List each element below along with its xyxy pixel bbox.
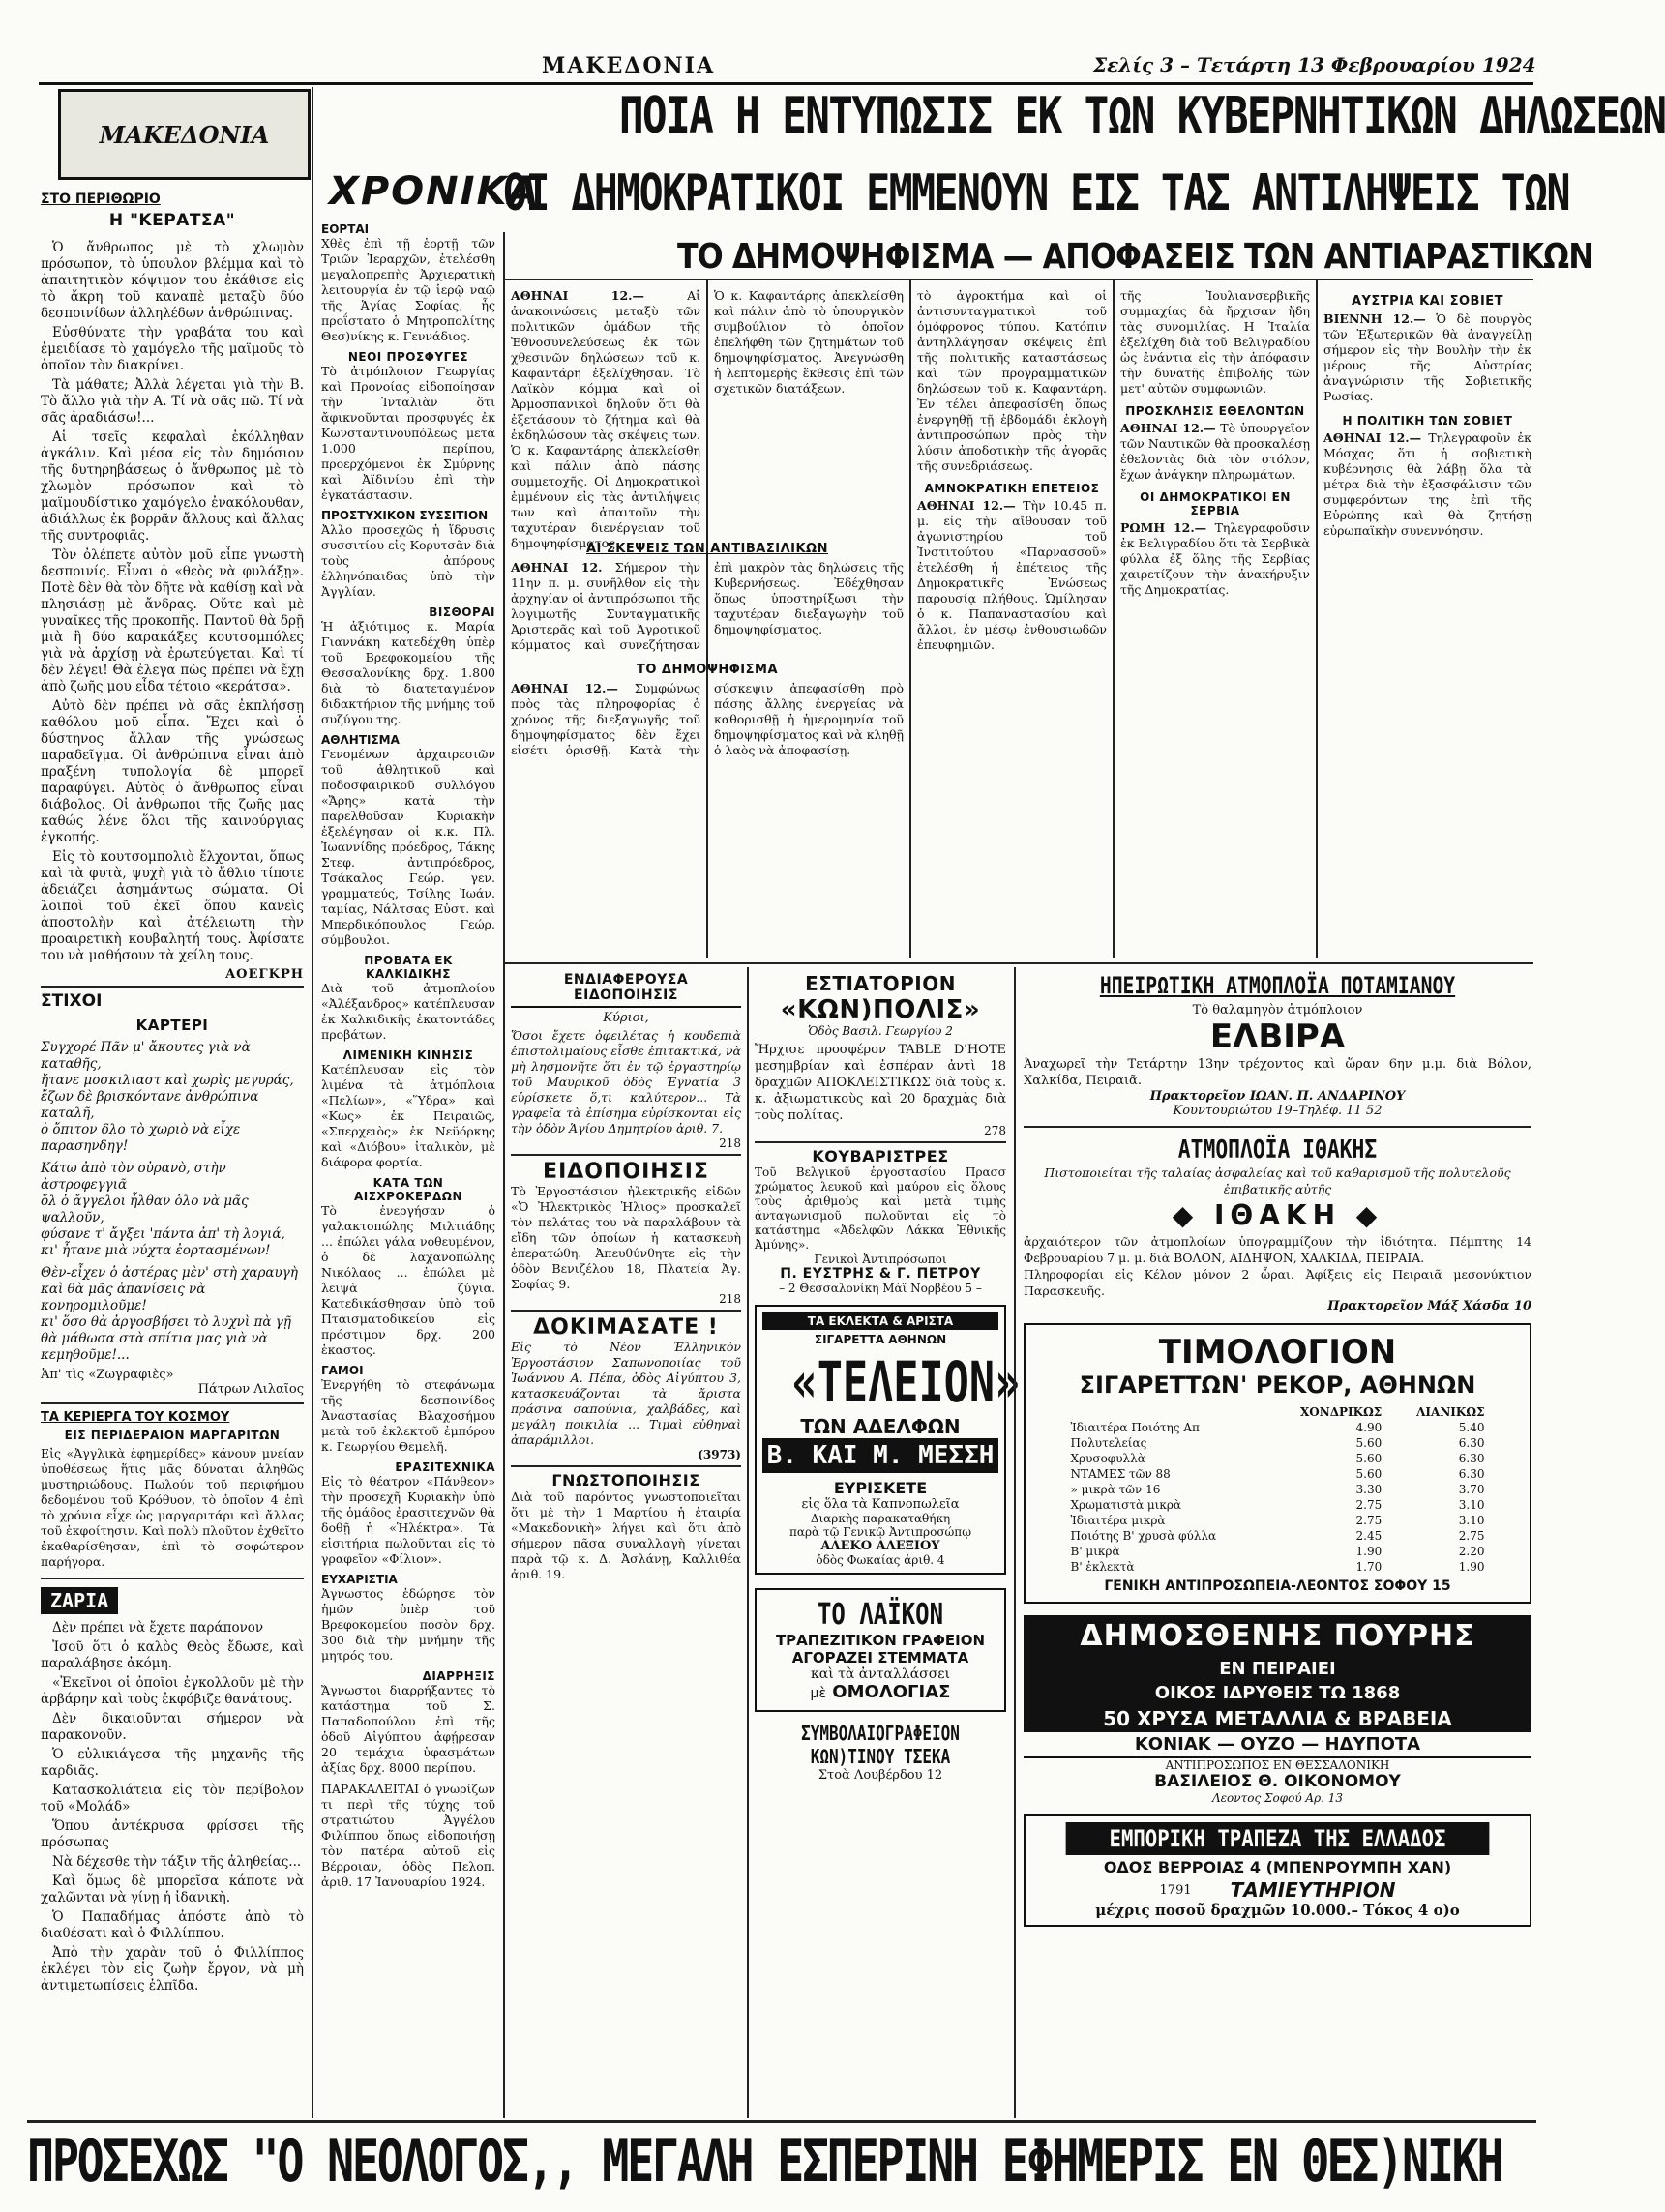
section-text: Ἄγνωστοι διαρρήξαντες τὸ κατάστημα τοῦ Σ. Παπαδοπούλου ἐπὶ τῆς ὁδοῦ Αἰγύπτου ἀφῄρεσαν 20 τεμάχια ὑφασμάτων ἀξίας δρχ. 8000 περίπου.	[321, 1683, 495, 1775]
ad-text: ἀρχαιότερον τῶν ἀτμοπλοίων ὑπογραμμίζουν τὴν ἰδιότητα. Πέμπτης 14 Φεβρουαρίου 7 μ. μ. διὰ ΒΟΛΟΝ, ΑΙΔΗΨΟΝ, ΧΑΛΚΙΔΑ, ΠΕΙΡΑΙΑ.	[1024, 1234, 1531, 1265]
column-rule	[909, 280, 911, 958]
cell: ΝΤΑΜΕΣ τῶν 88	[1070, 1467, 1171, 1481]
section-heading: ΝΕΟΙ ΠΡΟΣΦΥΓΕΣ	[347, 350, 469, 364]
table-row	[1065, 1420, 1491, 1435]
cell: 3.10	[1458, 1498, 1485, 1512]
cell: 1.70	[1355, 1560, 1383, 1574]
poem-source: Ἀπ' τὶς «Ζωγραφιὲς»	[41, 1368, 174, 1382]
ad-subtitle: Πιστοποιείται τῆς ταλαίας ἀσφαλείας καὶ τοῦ καθαρισμοῦ τῆς πολυτελοῦς ἐπιβατικῆς αὐτῆς	[1044, 1165, 1511, 1196]
ad-text: μέχρις ποσοῦ δραχμῶν 10.000.– Τόκος 4 ο)ο	[1095, 1902, 1460, 1919]
headline-line-2: ΟΙ ΔΗΜΟΚΡΑΤΙΚΟΙ ΕΜΜΕΝΟΥΝ ΕΙΣ ΤΑΣ ΑΝΤΙΛΗΨΕΙΣ ΤΩΝ	[503, 164, 1569, 222]
ad-agent: Πρακτορεῖον Μάξ Χάσδα 10	[1327, 1299, 1531, 1313]
table-row	[1065, 1559, 1491, 1575]
section-heading: ΚΑΤΑ ΤΩΝ ΑΙΣΧΡΟΚΕΡΔΩΝ	[353, 1176, 463, 1203]
news-text: Αἱ ἀνακοινώσεις μεταξὺ τῶν πολιτικῶν ὁμάδων τῆς Ἐθνοσυνελεύσεως ἐκ τῶν χθεσινῶν δηλώσεων τοῦ κ. Καφαντάρη ἐξελίχθησαν. Τὸ Λαϊκὸν κόμμα καὶ οἱ Ἀρμοσπανικοὶ δηλοῦν ὅτι θὰ ἐξετάσουν τὸ ζήτημα καὶ θὰ ἐκδηλώσουν τὰς σκέψεις των. Ὁ κ. Καφαντάρης ἀπεκλείσθη καὶ πάλιν ἀπὸ πάσης συμμετοχῆς. Οἱ Δημοκρατικοὶ ἐμμένουν εἰς τὰς ἀντιλήψεις των καὶ ἀπαιτοῦν τὴν ταχυτέραν διενέργειαν τοῦ δημοψηφίσματος.	[511, 288, 700, 550]
news-text: Τηλεγραφοῦν ἐκ Μόσχας ὅτι ἡ σοβιετικὴ κυβέρνησις θὰ λάβῃ ὅλα τὰ μέτρα διὰ τὴν ἐξασφάλισιν τῶν συμφερόντων της ἐπὶ τῆς Εὐρώπης καὶ θὰ ζητήσῃ εὐρωπαϊκὴν συνεννόησιν.	[1323, 430, 1531, 538]
ad-name: «ΚΩΝ)ΠΟΛΙΣ»	[780, 995, 981, 1024]
section-heading: ΓΑΜΟΙ	[321, 1364, 364, 1377]
ad-text: ΚΟΝΙΑΚ — ΟΥΖΟ — ΗΔΥΠΟΤΑ	[1024, 1732, 1531, 1758]
cell: Ποιότης Β' χρυσὰ φύλλα	[1070, 1529, 1217, 1543]
ad-text: Διὰ τοῦ παρόντος γνωστοποιεῖται ὅτι μὲ τὴν 1 Μαρτίου ἡ ἐταιρία «Μακεδονικὴ» λήγει καὶ ὅτι ἀπὸ σήμερον πᾶσα συναλλαγὴ γίνεται παρὰ τῷ κ. Δ. Ἀσλάνῃ, Καλλιθέα ἀριθ. 19.	[511, 1489, 741, 1581]
cell: Β' ἐκλεκτὰ	[1070, 1560, 1135, 1574]
poem-line: καὶ θὰ μᾶς ἀπανίσεις νὰ κονηρομιλοῦμε!	[41, 1282, 206, 1313]
news-col-b	[714, 288, 904, 397]
price-table	[1065, 1404, 1491, 1575]
cell: 5.60	[1355, 1452, 1383, 1465]
poem-author: Πάτρων Λιλαῖος	[197, 1382, 304, 1397]
ad-title: ΕΜΠΟΡΙΚΗ ΤΡΑΠΕΖΑ ΤΗΣ ΕΛΛΑΔΟΣ	[1066, 1822, 1490, 1855]
bank-ad	[1024, 1814, 1531, 1927]
news-block-antivasilikon	[511, 542, 904, 758]
column-header: ΧΟΝΔΡΙΚΩΣ	[1299, 1405, 1383, 1419]
ad-address: ὁδὸς Φωκαίας ἀριθ. 4	[816, 1553, 945, 1567]
ad-number: 218	[719, 1292, 741, 1306]
section-text: Ἐνεργήθη τὸ στεφάνωμα τῆς δεσποινίδος Ἀναστασίας Βλαχοσήμου μετὰ τοῦ ἐκλεκτοῦ ἐμπόρου κ. Γεωργίου Θεμελῆ.	[321, 1377, 495, 1454]
header-rule	[39, 82, 1533, 85]
cell: 2.75	[1458, 1529, 1485, 1543]
ad-number: 1791	[1159, 1882, 1192, 1898]
section-heading: ΛΙΜΕΝΙΚΗ ΚΙΝΗΣΙΣ	[342, 1048, 474, 1062]
cell: 5.60	[1355, 1436, 1383, 1450]
news-text: τὸ ἀγροκτήμα καὶ οἱ ἀντισυνταγματικοὶ τοῦ ὁμόφρονος τύπου. Κατόπιν ἀντηλλάγησαν σκέψεις ἐπὶ τῆς πολιτικῆς καταστάσεως καὶ τῶν προγραμματικῶν δηλώσεων τοῦ κ. Καφαντάρη. Ἐν τέλει ἀπεφασίσθη ὅπως ἐνεργηθῇ τῇ ἑβδομάδι ἐκλογὴ ἀντιπροσώπων πρὸς τὴν λύσιν ἀποδοτικὴν τῆς ἀγορᾶς τῆς συνεδριάσεως.	[917, 288, 1107, 473]
poem-line: φύσανε τ' ἄγξει 'πάντα ἀπ' τὴ λογιά,	[41, 1226, 285, 1242]
zari-item: Δὲν δικαιοῦνται σήμερον νὰ παρακονοῦν.	[41, 1711, 304, 1743]
ad-title: ΗΠΕΙΡΩΤΙΚΗ ΑΤΜΟΠΛΟΪΑ ΠΟΤΑΜΙΑΝΟΥ	[1099, 972, 1456, 999]
poem-line: ἔζων δὲ βρισκόντανε ἀνθρώπινα καταλῆ,	[41, 1089, 259, 1121]
news-text: Τηλεγραφοῦσιν ἐκ Βελιγραδίου ὅτι τὰ Σερβικὰ φύλλα ἐξ ὅλης τῆς Σερβίας χαιρετίζουν τὴν ἀνακήρυξιν τῆς Δημοκρατίας.	[1120, 520, 1310, 597]
column-1	[41, 192, 304, 1997]
ad-brothers: Β. ΚΑΙ Μ. ΜΕΣΣΗ	[762, 1438, 998, 1473]
divider	[27, 2120, 1536, 2123]
ad-agent: ΑΛΕΚΟ ΑΛΕΞΙΟΥ	[820, 1539, 940, 1553]
ad-text: μὲ	[810, 1686, 827, 1701]
ad-text: Ἀναχωρεῖ τὴν Τετάρτην 13ην τρέχοντος καὶ ὥραν 6ην μ.μ. διὰ Βόλον, Χαλκίδα, Πειραιᾶ.	[1024, 1057, 1531, 1088]
zari-item: Κατασκολιάτεια εἰς τὸν περίβολον τοῦ «Μολάδ»	[41, 1783, 304, 1814]
news-col-c	[917, 288, 1107, 653]
ad-text: ΤΩΝ ΑΔΕΛΦΩΝ	[800, 1415, 961, 1438]
news-heading: ΑΙ ΣΚΕΨΕΙΣ ΤΩΝ ΑΝΤΙΒΑΣΙΛΙΚΩΝ	[586, 542, 828, 556]
poems-heading: ΣΤΙΧΟΙ	[41, 991, 103, 1011]
ad-banner: ΤΑ ΕΚΛΕΚΤΑ & ΑΡΙΣΤΑ	[762, 1312, 998, 1330]
ad-brand: «ΤΕΛΕΙΟΝ»	[791, 1349, 1021, 1415]
headline-line-3: ΤΟ ΔΗΜΟΨΗΦΙΣΜΑ — ΑΠΟΦΑΣΕΙΣ ΤΩΝ ΑΝΤΙΑΡΑΣΤΙΚΩΝ	[677, 237, 1593, 277]
world-heading: ΤΑ ΚΕΡΙΕΡΓΑ ΤΟΥ ΚΟΣΜΟΥ	[41, 1410, 230, 1425]
column-rule	[1113, 280, 1115, 958]
paragraph: Εἰς τὸ κουτσομπολιὸ ἔλχονται, ὅπως καὶ τὰ φυτὰ, ψυχὴ γιὰ τὸ ἄθλιο τίποτε ἀδειάζει ἀσημάντως σώματα. Οἱ λοιποὶ τοῦ ἐκεῖ ὅπου κανεὶς ἀποστολὴν καὶ ἀτέλειωτη τὴν προαιρετικὴ κουβαλητή τους. Ἀφίσατε του νὰ μαθήσουν τὰ χείλη τους.	[41, 849, 304, 963]
cell: 2.20	[1458, 1545, 1485, 1558]
date-line: Σελίς 3 – Τετάρτη 13 Φεβρουαρίου 1924	[1093, 53, 1536, 76]
article-title: Η "ΚΕΡΑΤΣΑ"	[108, 211, 236, 230]
article-body	[41, 240, 304, 964]
news-heading: ΑΜΝΟΚΡΑΤΙΚΗ ΕΠΕΤΕΙΟΣ	[924, 482, 1100, 495]
section-heading: ΣΤΟ ΠΕΡΙΘΩΡΙΟ	[41, 192, 161, 207]
poem-line: κι' ἦτανε μιὰ νύχτα ἐορτασμένων!	[41, 1243, 271, 1258]
ship-name: ΕΛΒΙΡΑ	[1209, 1018, 1346, 1056]
cell: Πολυτελείας	[1070, 1436, 1147, 1450]
cell: 2.75	[1355, 1498, 1383, 1512]
ad-text: εἰς ὅλα τὰ Καπνοπωλεῖα	[801, 1497, 960, 1512]
section-text: Χθὲς ἐπὶ τῇ ἑορτῇ τῶν Τριῶν Ἱεραρχῶν, ἐτελέσθη μεγαλοπρεπὴς Ἀρχιερατικὴ λειτουργία ἐν τῷ ἱερῷ ναῷ τῆς Ἁγίας Σοφίας, ἧς προΐστατο ὁ Μητροπολίτης Θεσ)νίκης κ. Γεννάδιος.	[321, 236, 495, 343]
ad-text: 50 ΧΡΥΣΑ ΜΕΤΑΛΛΙΑ & ΒΡΑΒΕΙΑ	[1024, 1705, 1531, 1732]
cell: Ἰδιαιτέρα μικρὰ	[1070, 1514, 1166, 1527]
zari-item: Νὰ δέχεσθε τὴν τάξιν τῆς ἀληθείας...	[52, 1854, 302, 1870]
section-heading: ΔΙΑΡΡΗΞΙΣ	[422, 1669, 495, 1683]
ad-title: ΑΤΜΟΠΛΟΪΑ ΙΘΑΚΗΣ	[1177, 1135, 1378, 1165]
divider	[511, 1310, 741, 1312]
zari-item: «Ἐκεῖνοι οἱ ὁποῖοι ἐγκολλοῦν μὲ τὴν ἀρβάρην καὶ τοὺς ἐκφόβιζε θανάτους.	[41, 1675, 304, 1707]
dateline: ΒΙΕΝΝΗ 12.—	[1323, 311, 1426, 326]
table-row	[1065, 1466, 1491, 1482]
column-rule	[1014, 967, 1016, 2118]
news-heading: Η ΠΟΛΙΤΙΚΗ ΤΩΝ ΣΟΒΙΕΤ	[1342, 414, 1513, 428]
cell: 2.75	[1355, 1514, 1383, 1527]
ship-name: ΙΘΑΚΗ	[1213, 1199, 1342, 1231]
poem-line: Συγχορέ Πᾶν μ' ἄκουτες γιὰ νὰ καταθῆς,	[41, 1040, 251, 1072]
ad-title: ΕΣΤΙΑΤΟΡΙΟΝ	[805, 972, 956, 995]
ad-text: ΑΝΤΙΠΡΟΣΩΠΟΣ ΕΝ ΘΕΣΣΑΛΟΝΙΚΗ	[1165, 1758, 1390, 1772]
ad-text: ΟΜΟΛΟΓΙΑΣ	[832, 1682, 951, 1702]
news-text: Κατὰ τὴν σύσκεψιν ἀπεφασίσθη πρὸ πάσης ἄλλης ἐνεργείας νὰ καθορισθῇ ἡ ἡμερομηνία τοῦ δημοψηφίσματος καὶ νὰ κληθῇ ὁ λαὸς νὰ ἀποφασίσῃ.	[629, 681, 904, 757]
zari-item: Ἰσοῦ ὅτι ὁ καλὸς Θεὸς ἔδωσε, καὶ παραλάβησε ἀκόμη.	[41, 1639, 304, 1671]
zari-item: Ὁ Παπαδήμας ἀπόστε ἀπὸ τὸ διαθέσατι καὶ ὁ Φιλλίππου.	[41, 1909, 304, 1941]
section-text: Τὸ ἀτμόπλοιον Γεωργίας καὶ Προνοίας εἰδοποίησαν τὴν Ἰνταλιὰν ὅτι ἄφικνοῦνται προσφυγές ἐκ Κωνσταντινουπόλεως μετὰ 1.000 περίπου, προερχόμενοι ἐκ Σμύρνης καὶ Ἀϊδινίου ἐπὶ τὴν ἐγκατάστασιν.	[321, 364, 495, 502]
section-heading: ΠΡΟΒΑΤΑ ΕΚ ΚΑΛΚΙΔΙΚΗΣ	[364, 954, 453, 981]
ad-text: ΕΝ ΠΕΙΡΑΙΕΙ	[1024, 1657, 1531, 1681]
zari-item: Καὶ ὅμως δὲ μπορεῖσα κάποτε νὰ χαλῶνται νὰ γίνῃ ἡ ἰδανικὴ.	[41, 1873, 304, 1905]
table-row	[1065, 1497, 1491, 1513]
world-text: Εἰς «Ἀγγλικὰ ἐφημερίδες» κάνουν μνείαν ὑποθέσεως ἥτις μᾶς δύναται ἀληθῶς μυστηριώδους. Πωλούν τοῦ περιφήμου δεδομένου τοῦ Κρόθυον, τὸ ὁποῖον 4 ἐπὶ τὸ χρόνια εἶχε ὡς μαργαριτάρι καὶ ἄλλας τοῦ ἐκφοίτησιν. Καὶ πολὺ πλοῦτον ἐχθεῖτο ἐκαθαρίσθησαν, ἐπὶ τὸ σοφώτερον παρήγορα.	[41, 1446, 304, 1569]
ad-title: ΓΝΩΣΤΟΠΟΙΗΣΙΣ	[551, 1471, 700, 1489]
ad-text: ΟΙΚΟΣ ΙΔΡΥΘΕΙΣ ΤΩ 1868	[1024, 1681, 1531, 1705]
dateline: ΑΘΗΝΑΙ 12.—	[1323, 430, 1422, 445]
dateline: ΡΩΜΗ 12.—	[1120, 520, 1207, 535]
cell: 1.90	[1458, 1560, 1485, 1574]
section-heading: ΒΙΣΘΟΡΑΙ	[429, 605, 495, 619]
ads-column-a	[511, 972, 741, 1582]
cell: Χρυσοφυλλὰ	[1070, 1452, 1145, 1465]
ad-title: ΕΙΔΟΠΟΙΗΣΙΣ	[543, 1160, 709, 1184]
ad-agent: Πρακτορεῖον ΙΩΑΝ. Π. ΑΝΔΑΡΙΝΟΥ	[1149, 1089, 1406, 1104]
section-heading: ΕΡΑΣΙΤΕΧΝΙΚΑ	[395, 1460, 495, 1474]
ad-number: 218	[719, 1136, 741, 1150]
cell: 6.30	[1458, 1467, 1485, 1481]
paragraph: Αὐτὸ δὲν πρέπει νὰ σᾶς ἐκπλήσσῃ καθόλου μοῦ εἶπα. Ἔχει καὶ ὁ δύστηνος ἄλλαν τῆς γνώσεως παραδεῖγμα. Οἱ ἀνθρώπινα εἶναι ἀπὸ πραξένη τυπολογία δὲ μπορεῖ παραφύγει. Αὐτὸς ὁ ἄνθρωπος εἶναι διάβολος. Οἱ ἀνθρωποι τῆς ζωῆς μας καθώς λένε ὅλοι τῆς καινούργιας ἐγκοπής.	[41, 698, 304, 845]
column-rule	[1316, 280, 1318, 958]
ad-title: ΚΩΝ)ΤΙΝΟΥ ΤΣΕΚΑ	[810, 1745, 951, 1768]
table-row	[1065, 1435, 1491, 1451]
section-text: Γενομένων ἀρχαιρεσιῶν τοῦ ἀθλητικοῦ καὶ ποδοσφαιρικοῦ συλλόγου «Ἄρης» κατὰ τὴν παρελθοῦσαν Κυριακὴν ἐξελέγησαν οἱ κ.κ. Πλ. Ἰωαννίδης πρόεδρος, Τάκης Στεφ. ἀντιπρόεδρος, Τσάκαλος Γεώρ. γεν. γραμματεύς, Τσίλης Ἰωάν. ταμίας, Νάλτσας Εὐστ. καὶ Μπερδικόπουλος Γεώρ. σύμβουλοι.	[321, 747, 495, 947]
footer-banner: ΠΡΟΣΕΧΩΣ "Ο ΝΕΟΛΟΓΟΣ,, ΜΕΓΑΛΗ ΕΣΠΕΡΙΝΗ ΕΦΗΜΕΡΙΣ ΕΝ ΘΕΣ)ΝΙΚΗ	[27, 2128, 1502, 2196]
divider	[41, 1402, 304, 1404]
ad-footer: ΓΕΝΙΚΗ ΑΝΤΙΠΡΟΣΩΠΕΙΑ-ΛΕΟΝΤΟΣ ΣΟΦΟΥ 15	[1104, 1578, 1451, 1594]
paragraph: Τὸν ὀλέπετε αὐτὸν μοῦ εἶπε γνωστὴ δεσποινίς. Εἶναι ὁ «θεὸς νὰ φυλάξῃ». Ποτὲ δὲν θὰ τὸν δῆτε νὰ καθίσῃ καὶ νὰ πλησιάσῃ μὲ ἄνδρας. Οὔτε καὶ μὲ γυναῖκες τῆς προκοπῆς. Παντοῦ θὰ δρῇ μιὰ ἢ δύο καρακάξες κουτσομπόλες γιὰ νὰ ἀρχίσῃ νὰ ἐρωτεύγεται. Καὶ τί δὲν λέγει! Θὰ ἐλεγα πὼς πρέπει νὰ ἔχῃ ἀπὸ ζωῆς μου εἶδα τέτοιο «κεράτσα».	[41, 547, 304, 694]
poem-title: ΚΑΡΤΕΡΙ	[135, 1017, 209, 1034]
poem-line: Κάτω ἀπὸ τὸν οὐρανὸ, στὴν ἀστροφεγγιᾶ	[41, 1161, 226, 1193]
paragraph: Ὁ ἄνθρωπος μὲ τὸ χλωμὸν πρόσωπον, τὸ ὑπουλον βλέμμα καὶ τὸ ἀπαιτητικὸν κόψιμον του ἐκάθισε εἰς τὸ ἄκρη τοῦ καναπὲ μεταξὺ δύο δεσποινίδων ἀλληλέδων ἀνθρώπινας.	[41, 240, 304, 321]
zari-heading: ΖΑΡΙΑ	[41, 1587, 118, 1614]
ad-address: Στοὰ Λουβέρδου 12	[818, 1768, 943, 1783]
dateline: ΑΘΗΝΑΙ 12.	[511, 560, 603, 575]
news-col-e	[1323, 288, 1531, 539]
ad-text: Διαρκὴς παρακαταθήκη	[810, 1512, 951, 1525]
section-heading: ΑΘΛΗΤΙΣΜΑ	[321, 733, 400, 747]
zari-item: Ὅπου ἀντέκρυσα φρίσσει τῆς πρόσωπας	[41, 1818, 304, 1850]
section-text: Διὰ τοῦ ἀτμοπλοίου «Ἀλέξανδρος» κατέπλευσαν ἐκ Χαλκιδικῆς ἑκατοντάδες προβάτων.	[321, 981, 495, 1042]
news-heading: ΤΟ ΔΗΜΟΨΗΦΙΣΜΑ	[636, 663, 779, 677]
ad-text: παρὰ τῷ Γενικῷ Ἀντιπροσώπῳ	[789, 1525, 971, 1539]
ad-title: ΤΟ ΛΑΪΚΟΝ	[817, 1598, 944, 1632]
cell: Β' μικρὰ	[1070, 1545, 1120, 1558]
section-text: ΠΑΡΑΚΑΛΕΙΤΑΙ ὁ γνωρίζων τι περὶ τῆς τύχης τοῦ στρατιώτου Ἀγγέλου Φιλίππου ὅπως εἰδοποιήσῃ τὸν πατέρα αὐτοῦ εἰς Βέρροιαν, ὁδὸς Πελοπ. ἀριθ. 17 Ἰανουαρίου 1924.	[321, 1782, 495, 1889]
teleion-ad	[755, 1305, 1021, 1575]
dateline: ΑΘΗΝΑΙ 12.—	[511, 288, 645, 303]
ad-title: ΔΗΜΟΣΘΕΝΗΣ ΠΟΥΡΗΣ	[1024, 1615, 1531, 1657]
table-row	[1065, 1513, 1491, 1528]
divider	[755, 1141, 1006, 1143]
column-2	[321, 222, 495, 1890]
cell: » μικρὰ τῶν 16	[1070, 1483, 1161, 1496]
cell: 3.30	[1355, 1483, 1383, 1496]
ad-title: ΣΥΜΒΟΛΑΙΟΓΡΑΦΕΙΟΝ	[801, 1722, 960, 1745]
ad-text: Εἰς τὸ Νέον Ἐλληνικὸν Ἐργοστάσιον Σαπωνοποιίας τοῦ Ἰωάννου Α. Πέπα, ὁδὸς Αἰγύπτου 3, κατασκευάζονται τὰ ἄριστα πράσινα σαπούνια, χαλβάδες, καὶ μεγάλη ποικιλία ... Τιμαὶ εὐθηναὶ ἀπαράμιλλοι.	[511, 1340, 741, 1447]
section-heading: ΠΡΟΣΤΥΧΙΚΟΝ ΣΥΣΣΙΤΙΟΝ	[321, 509, 489, 522]
paragraph: Τὰ μάθατε; Ἀλλὰ λέγεται γιὰ τὴν Β. Τὸ ἄλλο γιὰ τὴν Α. Τί νὰ σᾶς πῶ. Τί νὰ σᾶς ἀραδιάσω!...	[41, 377, 304, 426]
column-header: ΛΙΑΝΙΚΩΣ	[1416, 1405, 1485, 1419]
news-heading: ΠΡΟΣΚΛΗΣΙΣ ΕΘΕΛΟΝΤΩΝ	[1125, 404, 1305, 418]
ad-agent: ΒΑΣΙΛΕΙΟΣ Θ. ΟΙΚΟΝΟΜΟΥ	[1154, 1772, 1401, 1791]
headline-line-1: ΠΟΙΑ Η ΕΝΤΥΠΩΣΙΣ ΕΚ ΤΩΝ ΚΥΒΕΡΝΗΤΙΚΩΝ ΔΗΛΩΣΕΩΝ	[619, 87, 1665, 145]
ad-number: 278	[984, 1124, 1006, 1137]
zari-item: Δὲν πρέπει νὰ ἔχετε παράπονον	[52, 1620, 264, 1636]
ad-address: Λεοντος Σοφού Αρ. 13	[1211, 1791, 1344, 1805]
news-text: Τὴν 10.45 π. μ. εἰς τὴν αἴθουσαν τοῦ ἀγωνιστηρίου τοῦ Ἰνστιτούτου «Παρνασσοῦ» ἐτελέσθη ἡ ἐπέτειος τῆς Δημοκρατικῆς Ἐνώσεως παρουσίᾳ πλήθους. Ὡμίλησαν ὁ κ. Παπαναστασίου καὶ ἄλλοι, ἐν μέσῳ ἐνθουσιωδῶν ἐπευφημιῶν.	[917, 498, 1107, 652]
timologion-ad	[1024, 1323, 1531, 1604]
table-row	[1065, 1528, 1491, 1544]
zari-item: Ὁ εὐλικιάγεσα τῆς μηχανῆς τῆς καρδιᾶς.	[41, 1747, 304, 1779]
cell: Χρωματιστὰ μικρὰ	[1070, 1498, 1182, 1512]
ad-salutation: Κύριοι,	[603, 1011, 649, 1025]
divider	[511, 1465, 741, 1467]
ad-number: (3973)	[698, 1448, 741, 1461]
cell: 2.45	[1355, 1529, 1383, 1543]
ad-address: – 2 Θεσσαλονίκη Μάϊ Νορβέου 5 –	[779, 1282, 982, 1295]
ad-text: ΤΑΜΙΕΥΤΗΡΙΟΝ	[1230, 1878, 1396, 1902]
ad-text: ΤΡΑΠΕΖΙΤΙΚΟΝ ΓΡΑΦΕΙΟΝ	[775, 1632, 986, 1649]
world-subheading: ΕΙΣ ΠΕΡΙΔΕΡΑΙΟΝ ΜΑΡΓΑΡΙΤΩΝ	[64, 1429, 281, 1442]
news-heading: ΑΥΣΤΡΙΑ ΚΑΙ ΣΟΒΙΕΤ	[1351, 294, 1504, 309]
ad-text: ΕΥΡΙΣΚΕΤΕ	[833, 1479, 928, 1497]
paragraph: Εὐσθύνατε τὴν γραβάτα του καὶ ἐμειδίασε τὸ χαμόγελο τῆς μαϊμοῦς τὸ ὁποῖον τὸν διακρίνει.	[41, 325, 304, 373]
zari-list	[41, 1620, 304, 1994]
news-text: Ὁ κ. Καφαντάρης ἀπεκλείσθη καὶ πάλιν ἀπὸ τὸ ὑπουργικὸν συμβούλιον τὸ ὁποῖον ἐπελήφθη τῶν ζητημάτων τοῦ δημοψηφίσματος. Ἀνεγνώσθη ἡ λεπτομερὴς ἔκθεσις ἐπὶ τῶν σχετικῶν διατάξεων.	[714, 288, 904, 396]
news-text: τῆς Ἰουλιανσερβικῆς συμμαχίας δὰ ἤρχισαν ἤδη τὰς συνομιλίας. Η Ἰταλία ἐξελίχθη διὰ τοῦ Βελιγραδίου ὡς ἐνάντια εἰς τὴν ἀπόφασιν τὴν δυνατῆς ἐπιβολῆς τῶν μετ' αὐτῶν συμφωνιῶν.	[1120, 288, 1310, 396]
column-rule	[747, 967, 749, 2118]
dateline: ΑΘΗΝΑΙ 12.—	[1120, 421, 1216, 435]
ad-text: Ὅσοι ἔχετε ὀφειλέτας ἡ κουδεπιὰ ἐπιστολιμαίους εἶσθε ἐπιτακτικά, νὰ μὴ λησμονῆτε ὅτι ἐν τῷ ἐργαστηρίῳ τοῦ Μαυρικοῦ ὁδὸς Ἐγνατία 3 εὑρίσκετε ὅ,τι καλύτερον... Τὰ γραφεῖα τὰ ἐπίσημα εὑρίσκονται εἰς τὴν ὁδὸν Ἁγίου Δημητρίου ἀριθ. 7.	[511, 1028, 741, 1135]
news-col-d	[1120, 288, 1310, 598]
ad-text: Τοῦ Βελγικοῦ ἐργοστασίου Πρασσ χρώματος λευκοῦ καὶ μαύρου εἰς ὅλους τοὺς ἀριθμοὺς καὶ μετὰ τιμὴς ἀνταγωνισμοῦ πωλοῦνται εἰς τὸ κατάστημα «Ἀδελφῶν Λάκκα Ἐθνικῆς Ἀμύνης».	[755, 1165, 1006, 1252]
ad-agent-label: Γενικοὶ Ἀντιπρόσωποι	[814, 1253, 947, 1266]
ad-text: ΑΓΟΡΑΖΕΙ ΣΤΕΜΜΑΤΑ	[791, 1649, 969, 1666]
dateline: ΑΘΗΝΑΙ 12.—	[511, 681, 618, 695]
poem-line: ὁ ὄπιτον δλο τὸ χωριὸ νὰ εἶχε παρασηνδηγ!	[41, 1122, 241, 1154]
table-row	[1065, 1544, 1491, 1559]
ad-title: ΚΟΥΒΑΡΙΣΤΡΕΣ	[812, 1147, 949, 1165]
section-text: Ἡ ἀξιότιμος κ. Μαρία Γιαννάκη κατεδέχθη ὑπὲρ τοῦ Βρεφοκομείου τῆς Θεσσαλονίκης δρχ. 1.800 διὰ τὸ διατεταγμένον διδακτήριον τῆς μνήμης τοῦ συζύγου της.	[321, 619, 495, 726]
newspaper-name: ΜΑΚΕΔΟΝΙΑ	[542, 53, 716, 78]
poem-body	[41, 1040, 304, 1364]
news-text: Ὁ δὲ πουργὸς τῶν Ἐξωτερικῶν θὰ ἀναγγείλῃ σήμερον εἰς τὴν Βουλὴν τὴν ἐκ μέρους τῆς Αὐστρίας ἀναγνώρισιν τῆς Σοβιετικῆς Ρωσίας.	[1323, 311, 1532, 403]
ad-subtitle: ΣΙΓΑΡΕΤΤΩΝ' ΡΕΚΟΡ, ΑΘΗΝΩΝ	[1079, 1371, 1476, 1399]
section-heading: ΕΟΡΤΑΙ	[321, 222, 370, 236]
pouris-ad	[1024, 1615, 1531, 1805]
divider	[1024, 1126, 1531, 1128]
ad-subtitle: Τὸ θαλαμηγὸν ἀτμόπλοιον	[1192, 1003, 1363, 1018]
ad-text: καὶ τὰ ἀνταλλάσσει	[810, 1666, 950, 1682]
news-heading: ΟΙ ΔΗΜΟΚΡΑΤΙΚΟΙ ΕΝ ΣΕΡΒΙΑ	[1140, 490, 1291, 517]
section-text: Τὸ ἐνεργήσαν ὁ γαλακτοπώλης Μιλτιάδης ... ἐπώλει γάλα νοθευμένον, ὁ δὲ λαχανοπώλης Νικόλαος ... ἐπώλει μὲ λειψὰ ζύγια. Κατεδικάσθησαν ὑπὸ τοῦ Πταισματοδικείου εἰς πρόστιμον δρχ. 200 ἑκαστος.	[321, 1203, 495, 1357]
cell: 6.30	[1458, 1436, 1485, 1450]
cell: 3.70	[1458, 1483, 1485, 1496]
section-heading: ΕΥΧΑΡΙΣΤΙΑ	[321, 1573, 398, 1586]
masthead-logo: ΜΑΚΕΔΟΝΙΑ	[58, 89, 311, 180]
poem-line: θὰ μάθωσα στὰ σπίτια μας γιὰ νὰ κεμηθοῦμε!...	[41, 1331, 268, 1363]
section-text: Ἀλλο προσεχῶς ἡ ἵδρυσις συσσιτίου εἰς Κορυτσᾶν διὰ τοὺς ἀπόρους ἐλληνόπαιδας ὑπὸ τὴν Ἀγγλίαν.	[321, 522, 495, 599]
news-text: Σήμερον τὴν 11ην π. μ. συνῆλθον εἰς τὴν ἀρχηγίαν οἱ ἀντιπρόσωποι τῆς λογιμωτῆς Συνταγματικῆς Ἀριστερᾶς καὶ τοῦ Ἀγροτικοῦ κόμματος καὶ συνεζήτησαν ἐπὶ μακρὸν τὰς δηλώσεις τῆς Κυβερνήσεως. Ἐδέχθησαν ὅπως ὑποστηρίξωσι τὴν ταχυτέραν διεξαγωγὴν τοῦ δημοψηφίσματος.	[511, 560, 904, 652]
cell: 5.40	[1458, 1421, 1485, 1434]
dateline: ΑΘΗΝΑΙ 12.—	[917, 498, 1016, 513]
author-signature: ΑΟΕΓΚΡΗ	[225, 967, 304, 982]
table-row	[1065, 1482, 1491, 1497]
ad-text: Τὸ Ἐργοστάσιον ἠλεκτρικῆς εἰδῶν «Ὁ Ἠλεκτρικὸς Ἡλιος» προσκαλεῖ τὸν πελάτας του νὰ παραλάβουν τὰ εἴδη τῶν ὁποίων ἡ κατασκευὴ ἐπερατώθη. Ἀπευθύνθητε εἰς τὴν ὁδὸν Βενιζέλου 18, Πλατεία Ἀγ. Σοφίας 9.	[511, 1184, 741, 1291]
ad-address: Ὁδὸς Βασιλ. Γεωργίου 2	[808, 1024, 953, 1038]
poem-line: ἤτανε μοσκιλιαστ καὶ χωρὶς μεγυράς,	[41, 1073, 294, 1088]
cell: 4.90	[1355, 1421, 1383, 1434]
news-col-a	[511, 288, 700, 551]
ad-address: Κουντουριώτου 19–Τηλέφ. 11 52	[1173, 1104, 1383, 1118]
section-text: Ἀγνωστος ἐδώρησε τὸν ἡμῶν ὑπὲρ τοῦ Βρεφοκομείου ποσὸν δρχ. 300 διὰ τὴν μνήμην τῆς μητρός του.	[321, 1586, 495, 1663]
symvol-ad	[755, 1722, 1006, 1783]
poem-line: ὅλ ὁ ἄγγελοι ἦλθαν ὁλο νὰ μᾶς ψαλλοῦν,	[41, 1194, 249, 1225]
divider	[503, 962, 1533, 964]
news-text: Συμφώνως πρὸς τὰς πληροφορίας ὁ χρόνος τῆς διεξαγωγῆς τοῦ δημοψηφίσματος δὲν ἔχει εἰσέτι ὁρισθῇ.	[511, 681, 700, 757]
cell: 6.30	[1458, 1452, 1485, 1465]
ad-agent-name: Π. ΕΥΣΤΡΗΣ & Γ. ΠΕΤΡΟΥ	[780, 1266, 981, 1282]
ship-name-row: ◆ ΙΘΑΚΗ ◆	[1172, 1199, 1383, 1231]
divider	[41, 1578, 304, 1579]
ad-text: Ἤρχισε προσφέρον TABLE D'HOTE μεσημβρίαν καὶ ἑσπέραν ἀντὶ 18 δραχμῶν ΑΠΟΚΛΕΙΣΤΙΚΩΣ διὰ τοὺς κ. κ. ἀξιωματικοὺς καὶ 20 δραχμὰς διὰ τοὺς πολίτας.	[755, 1043, 1006, 1123]
ad-title: ΕΝΔΙΑΦΕΡΟΥΣΑ ΕΙΔΟΠΟΙΗΣΙΣ	[511, 972, 741, 1008]
divider	[41, 986, 304, 988]
section-text: Κατέπλευσαν εἰς τὸν λιμένα τὰ ἀτμόπλοια «Πελίων», «Ὕδρα» καὶ «Κως» ἐκ Πειραιῶς, «Σπερχειὸς» ἐκ Νεϋόρκης καὶ «Διόβου» ἰταλικὸν, μὲ διάφορα φορτία.	[321, 1062, 495, 1169]
cell: 5.60	[1355, 1467, 1383, 1481]
column-rule	[503, 232, 505, 2118]
cell: 3.10	[1458, 1514, 1485, 1527]
column-rule	[312, 87, 313, 2118]
ad-title: ΔΟΚΙΜΑΣΑΤΕ !	[533, 1315, 719, 1340]
paragraph: Αἱ τσεῖς κεφαλαὶ ἐκόλληθαν ἀγκάλιν. Καὶ μέσα εἰς τὸν δημόσιον τῆς δυτηρηβάσεως ὁ ἄνθρωπος μὲ τὸ χλωμὸν πρόσωπον καὶ τὸ μαϊμουδίστικο χαμόγελο ἐνακόλουθαν, ἀδιάλλως ἐκ βορρᾶν ἄλλους καὶ ἄλλας τῆς συντροφιᾶς.	[41, 429, 304, 544]
ad-text: Πληροφορίαι εἰς Κέλον μόνον 2 ὧραι. Ἀφίξεις εἰς Πειραιᾶ μεσονύκτιον Παρασκευῆς.	[1024, 1267, 1531, 1298]
table-row	[1065, 1451, 1491, 1466]
cell: 1.90	[1355, 1545, 1383, 1558]
divider	[503, 279, 1533, 280]
ad-address: ΟΔΟΣ ΒΕΡΡΟΙΑΣ 4 (ΜΠΕΝΡΟΥΜΠΗ ΧΑΝ)	[1103, 1858, 1452, 1876]
poem-line: Θὲν-εἶχεν ὁ ἀστέρας μὲν' στὴ χαραυγὴ	[41, 1265, 298, 1281]
zari-item: Ἀπὸ τὴν χαρὰν τοῦ ὁ Φιλλίππος ἐκλέγει τὸν εἰς ζωὴν ἔργον, νὰ μὴ ἀντιμετωπίσεις ἐλπῖδα.	[41, 1945, 304, 1993]
news-text: Τὸ ὑπουργεῖον τῶν Ναυτικῶν θὰ προσκαλέσῃ ἐθελοντὰς διὰ τὸν στόλον, ἔχων ἀνάγκην πληρωμάτων.	[1120, 421, 1310, 482]
chronika-title: ΧΡΟΝΙΚΑ	[329, 169, 541, 214]
cell: Ἰδιαιτέρα Ποιότης Απ	[1070, 1421, 1200, 1434]
ads-column-b	[755, 972, 1021, 1783]
ad-title: ΤΙΜΟΛΟΓΙΟΝ	[1158, 1333, 1397, 1371]
ads-column-c	[1024, 972, 1531, 1927]
ad-subtitle: ΣΙΓΑΡΕΤΤΑ ΑΘΗΝΩΝ	[814, 1333, 947, 1346]
poem-line: κι' ὅσο θὰ ἀργοσβήσει τὸ λυχνὶ πὰ γῇ	[41, 1314, 291, 1330]
divider	[511, 1154, 741, 1156]
laikon-ad	[755, 1588, 1006, 1712]
section-text: Εἰς τὸ θέατρον «Πάνθεον» τὴν προσεχῆ Κυριακὴν ὑπὸ τῆς ὁμάδος ἐρασιτεχνῶν θὰ δοθῇ ἡ «Ἡλέκτρα». Τὰ εἰσιτήρια πωλοῦνται εἰς τὸ γραφεῖον «Φίλιον».	[321, 1474, 495, 1566]
